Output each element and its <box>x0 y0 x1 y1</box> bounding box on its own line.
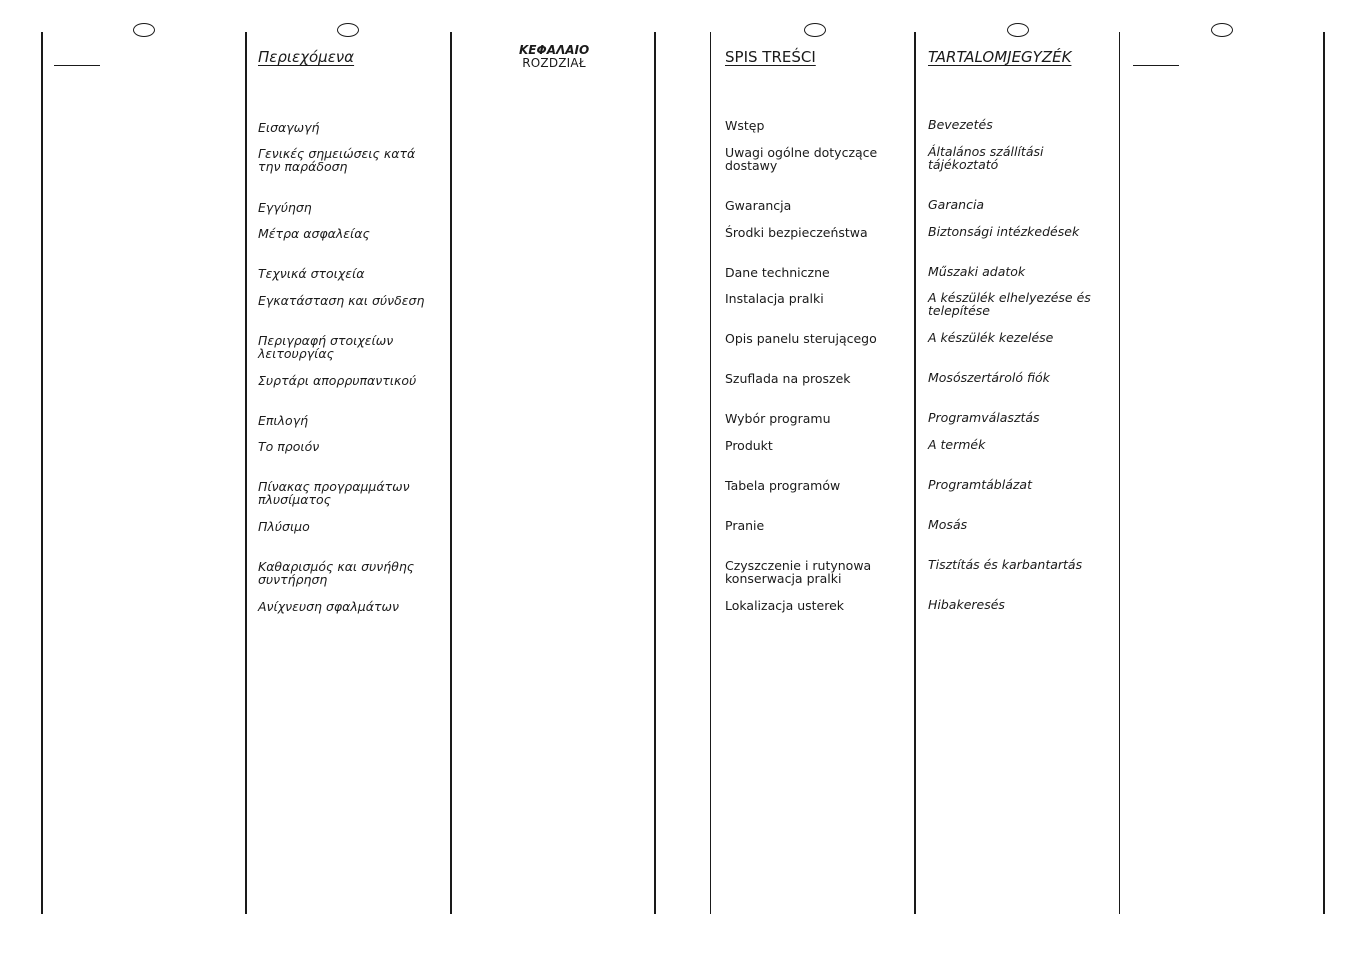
language-marker-oval <box>337 23 359 37</box>
column-divider <box>450 32 452 914</box>
blank-heading-line <box>54 65 100 66</box>
toc-item: Γενικές σημειώσεις κατά την παράδοση <box>258 146 416 174</box>
toc-item: Το προιόν <box>258 439 320 454</box>
chapter-label <box>519 44 589 70</box>
toc-item: Εγκατάσταση και σύνδεση <box>258 293 425 308</box>
toc-item: Πλύσιμο <box>258 519 310 534</box>
column-divider <box>654 32 656 914</box>
toc-item: Lokalizacja usterek <box>725 598 845 613</box>
toc-item: A termék <box>928 437 986 452</box>
language-marker-oval <box>804 23 826 37</box>
toc-item: Wybór programu <box>725 411 831 426</box>
toc-item: A készülék elhelyezése és telepítése <box>928 290 1091 318</box>
language-marker-oval <box>133 23 155 37</box>
toc-item: Mosószertároló fiók <box>928 370 1050 385</box>
toc-item: A készülék kezelése <box>928 330 1054 345</box>
toc-item: Εγγύηση <box>258 200 312 215</box>
toc-item: Hibakeresés <box>928 597 1005 612</box>
chapter-label-greek: ΚΕΦΑΛΑΙΟ <box>519 43 590 57</box>
toc-item: Czyszczenie i rutynowa konserwacja pralki <box>725 558 872 586</box>
toc-item: Bevezetés <box>928 117 993 132</box>
language-marker-oval <box>1211 23 1233 37</box>
toc-item: Καθαρισμός και συνήθης συντήρηση <box>258 559 415 587</box>
toc-item: Μέτρα ασφαλείας <box>258 226 370 241</box>
toc-heading-greek: Περιεχόμενα <box>258 48 355 66</box>
toc-item: Pranie <box>725 518 765 533</box>
toc-item: Általános szállítási tájékoztató <box>928 144 1044 172</box>
toc-item: Gwarancja <box>725 198 792 213</box>
column-divider <box>245 32 247 914</box>
toc-item: Produkt <box>725 438 773 453</box>
toc-item: Dane techniczne <box>725 265 830 280</box>
toc-item: Tisztítás és karbantartás <box>928 557 1083 572</box>
blank-heading-line <box>1133 65 1179 66</box>
toc-item: Műszaki adatok <box>928 264 1026 279</box>
toc-item: Środki bezpieczeństwa <box>725 225 868 240</box>
column-divider <box>710 32 711 914</box>
column-divider <box>1119 32 1120 914</box>
toc-item: Wstęp <box>725 118 765 133</box>
toc-heading-hungarian: TARTALOMJEGYZÉK <box>928 48 1072 66</box>
toc-item: Επιλογή <box>258 413 309 428</box>
toc-item: Ανίχνευση σφαλμάτων <box>258 599 399 614</box>
toc-item: Περιγραφή στοιχείων λειτουργίας <box>258 333 394 361</box>
toc-item: Programválasztás <box>928 410 1040 425</box>
toc-item: Εισαγωγή <box>258 120 320 135</box>
toc-item: Programtáblázat <box>928 477 1032 492</box>
toc-item: Tabela programów <box>725 478 841 493</box>
toc-item: Opis panelu sterującego <box>725 331 877 346</box>
toc-item: Szuflada na proszek <box>725 371 851 386</box>
toc-item: Συρτάρι απορρυπαντικού <box>258 373 417 388</box>
toc-item: Τεχνικά στοιχεία <box>258 266 365 281</box>
column-divider <box>41 32 43 914</box>
chapter-label-polish: ROZDZIAŁ <box>522 56 586 70</box>
toc-item: Mosás <box>928 517 968 532</box>
toc-item: Biztonsági intézkedések <box>928 224 1080 239</box>
column-divider <box>914 32 916 914</box>
toc-item: Garancia <box>928 197 985 212</box>
language-marker-oval <box>1007 23 1029 37</box>
toc-item: Instalacja pralki <box>725 291 824 306</box>
toc-item: Πίνακας προγραμμάτων πλυσίματος <box>258 479 410 507</box>
toc-heading-polish: SPIS TREŚCI <box>725 48 816 66</box>
toc-item: Uwagi ogólne dotyczące dostawy <box>725 145 878 173</box>
column-divider <box>1323 32 1325 914</box>
